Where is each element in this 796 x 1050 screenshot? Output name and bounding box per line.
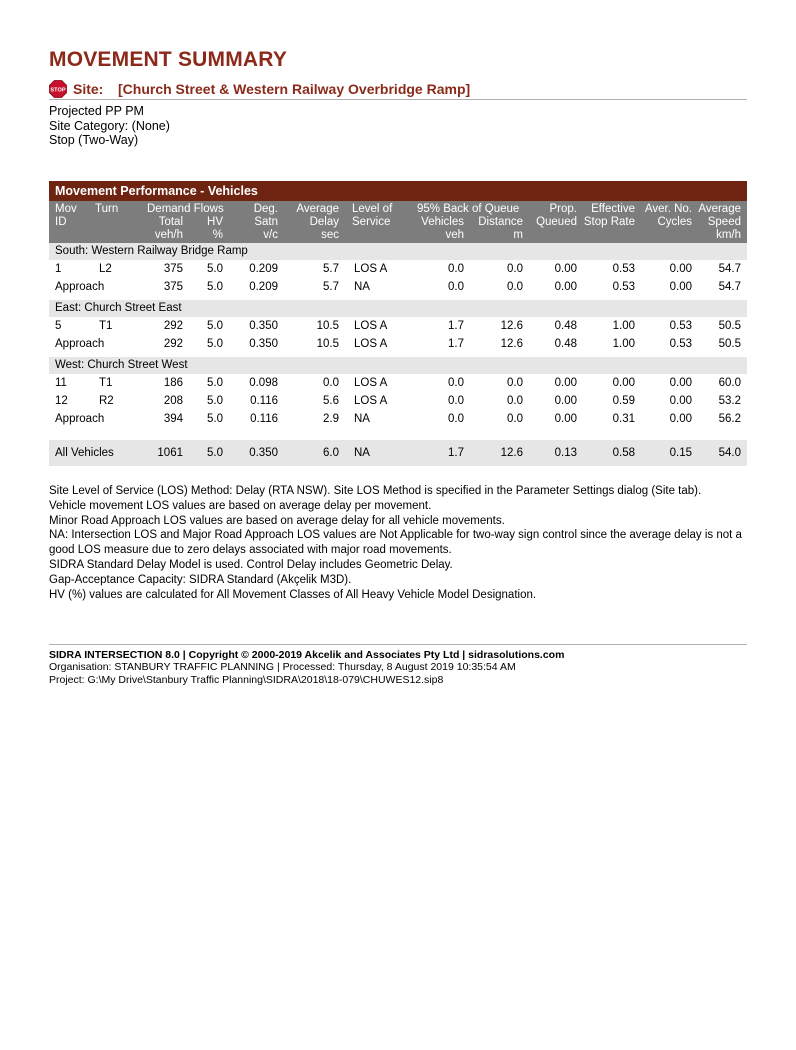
cell-hv: 5.0 <box>207 320 223 332</box>
cell-dist: 0.0 <box>507 263 523 275</box>
cell-dist: 0.0 <box>507 281 523 293</box>
cell-delay: 5.7 <box>323 281 339 293</box>
cell-satn: 0.209 <box>249 281 278 293</box>
stop-sign-text: STOP <box>50 87 66 94</box>
cell-prop: 0.00 <box>554 263 577 275</box>
page-title: MOVEMENT SUMMARY <box>49 48 288 71</box>
cell-delay: 6.0 <box>323 447 339 459</box>
cell-satn: 0.350 <box>249 320 278 332</box>
cell-veh: 0.0 <box>448 395 464 407</box>
cell-cycles: 0.53 <box>669 338 692 350</box>
movement-turn: L2 <box>99 263 112 275</box>
movement-turn: T1 <box>99 320 113 332</box>
header-los: Level of Service <box>352 203 393 228</box>
table-row <box>49 260 747 278</box>
cell-veh: 0.0 <box>448 413 464 425</box>
table-row <box>49 392 747 410</box>
row-label: Approach <box>55 413 105 425</box>
cell-delay: 10.5 <box>316 320 339 332</box>
header-demand-flows: Demand Flows <box>147 203 224 215</box>
cell-satn: 0.350 <box>249 338 278 350</box>
stop-sign-icon <box>49 80 67 98</box>
table-body <box>49 243 747 466</box>
cell-eff: 0.31 <box>612 413 635 425</box>
note: Vehicle movement LOS values are based on average delay per movement. <box>49 499 432 512</box>
cell-cycles: 0.15 <box>669 447 692 459</box>
footer-project: Project: G:\My Drive\Stanbury Traffic Planning\SIDRA\2018\18-079\CHUWES12.sip8 <box>49 673 444 686</box>
cell-total: 292 <box>163 338 183 350</box>
cell-cycles: 0.00 <box>669 377 692 389</box>
cell-speed: 50.5 <box>718 320 741 332</box>
cell-prop: 0.48 <box>554 338 577 350</box>
cell-veh: 1.7 <box>448 320 464 332</box>
cell-satn: 0.116 <box>250 413 278 425</box>
header-turn: Turn <box>95 203 119 215</box>
footer-organisation: Organisation: STANBURY TRAFFIC PLANNING | Processed: Thursday, 8 August 2019 10:35:54 AM <box>49 661 516 674</box>
cell-speed: 50.5 <box>718 338 741 350</box>
cell-total: 186 <box>163 377 183 389</box>
cell-prop: 0.00 <box>554 413 577 425</box>
note: SIDRA Standard Delay Model is used. Control Delay includes Geometric Delay. <box>49 558 453 571</box>
movement-turn: T1 <box>99 377 113 389</box>
cell-los: LOS A <box>354 263 388 275</box>
movement-id: 11 <box>55 377 67 389</box>
cell-los: LOS A <box>354 395 388 407</box>
cell-dist: 12.6 <box>500 447 523 459</box>
header-deg-satn: Deg. Satn v/c <box>253 203 278 241</box>
header-back-of-queue: 95% Back of Queue <box>417 203 520 215</box>
cell-los: LOS A <box>354 338 388 350</box>
meta-line: Site Category: (None) <box>49 118 170 133</box>
cell-total: 375 <box>163 263 183 275</box>
note: Site Level of Service (LOS) Method: Delay (RTA NSW). Site LOS Method is specified in the Parameter Settings dialog (Site tab). <box>49 485 702 497</box>
cell-prop: 0.48 <box>554 320 577 332</box>
meta-line: Projected PP PM <box>49 104 144 118</box>
cell-los: LOS A <box>354 377 388 389</box>
cell-cycles: 0.00 <box>669 281 692 293</box>
cell-cycles: 0.53 <box>669 320 692 332</box>
note: HV (%) values are calculated for All Movement Classes of All Heavy Vehicle Model Designation. <box>49 588 537 601</box>
cell-hv: 5.0 <box>207 338 223 350</box>
row-spacer <box>49 432 747 440</box>
cell-veh: 0.0 <box>448 377 464 389</box>
cell-los: NA <box>354 413 370 425</box>
cell-dist: 0.0 <box>507 377 523 389</box>
section-header <box>49 300 747 317</box>
cell-total: 1061 <box>157 447 183 459</box>
table-row <box>49 374 747 392</box>
section-header <box>49 357 747 374</box>
movement-turn: R2 <box>99 395 114 407</box>
approach-row <box>49 440 747 466</box>
cell-eff: 0.59 <box>612 395 635 407</box>
cell-dist: 0.0 <box>507 413 523 425</box>
cell-hv: 5.0 <box>207 395 223 407</box>
cell-satn: 0.116 <box>250 395 278 407</box>
cell-eff: 0.00 <box>612 377 635 389</box>
header-avg-delay: Average Delay sec <box>296 203 339 241</box>
row-label: Approach <box>55 281 105 293</box>
cell-satn: 0.098 <box>249 377 278 389</box>
note: Gap-Acceptance Capacity: SIDRA Standard (Akçelik M3D). <box>49 573 352 586</box>
header-queue-distance: Distance m <box>478 216 523 241</box>
cell-speed: 54.0 <box>718 447 741 459</box>
cell-dist: 12.6 <box>500 338 523 350</box>
cell-los: NA <box>354 281 370 293</box>
cell-speed: 60.0 <box>718 377 741 389</box>
cell-prop: 0.00 <box>554 281 577 293</box>
header-mov: Mov ID <box>55 203 77 228</box>
cell-speed: 53.2 <box>718 395 741 407</box>
cell-eff: 0.53 <box>612 281 635 293</box>
cell-total: 394 <box>163 413 183 425</box>
cell-hv: 5.0 <box>207 413 223 425</box>
cell-prop: 0.13 <box>554 447 577 459</box>
note: Minor Road Approach LOS values are based on average delay for all vehicle movements. <box>49 514 505 527</box>
cell-total: 375 <box>163 281 183 293</box>
header-hv: HV % <box>207 216 223 241</box>
cell-eff: 1.00 <box>612 320 635 332</box>
approach-row <box>49 335 747 353</box>
section-name: East: Church Street East <box>55 302 182 314</box>
cell-hv: 5.0 <box>207 447 223 459</box>
movement-id: 12 <box>55 395 68 407</box>
footer-divider <box>49 644 747 645</box>
cell-speed: 54.7 <box>718 281 741 293</box>
section-name: South: Western Railway Bridge Ramp <box>55 245 248 257</box>
cell-prop: 0.00 <box>554 395 577 407</box>
cell-satn: 0.350 <box>249 447 278 459</box>
table-row <box>49 317 747 335</box>
header-aver-cycles: Aver. No. Cycles <box>644 203 692 228</box>
notes <box>49 484 749 602</box>
cell-veh: 1.7 <box>448 338 464 350</box>
header-prop-queued: Prop. Queued <box>536 203 577 228</box>
cell-dist: 0.0 <box>507 395 523 407</box>
header-effective-stop-rate: Effective Stop Rate <box>583 203 635 228</box>
cell-speed: 54.7 <box>718 263 741 275</box>
cell-veh: 0.0 <box>448 281 464 293</box>
cell-cycles: 0.00 <box>669 395 692 407</box>
header-queue-vehicles: Vehicles veh <box>421 216 464 241</box>
row-label: Approach <box>55 338 105 350</box>
cell-eff: 0.58 <box>612 447 635 459</box>
site-name: [Church Street & Western Railway Overbridge Ramp] <box>118 81 471 97</box>
table-title: Movement Performance - Vehicles <box>49 181 747 201</box>
cell-veh: 0.0 <box>448 263 464 275</box>
note: NA: Intersection LOS and Major Road Approach LOS values are Not Applicable for two-way sign control since the average delay is not a good LOS measure due to zero delays associated with major road movements. <box>49 529 742 557</box>
movement-id: 5 <box>55 320 62 332</box>
cell-veh: 1.7 <box>448 447 464 459</box>
cell-delay: 10.5 <box>316 338 339 350</box>
cell-los: NA <box>354 447 370 459</box>
footer <box>49 649 564 686</box>
site-label: Site: <box>73 81 104 97</box>
cell-eff: 0.53 <box>612 263 635 275</box>
cell-dist: 12.6 <box>500 320 523 332</box>
row-label: All Vehicles <box>55 447 114 459</box>
cell-hv: 5.0 <box>207 281 223 293</box>
header-total: Total veh/h <box>154 216 183 241</box>
cell-prop: 0.00 <box>554 377 577 389</box>
site-meta <box>49 104 170 148</box>
site-line <box>49 80 747 100</box>
movement-table <box>49 181 747 466</box>
cell-speed: 56.2 <box>718 413 741 425</box>
approach-row <box>49 278 747 296</box>
cell-hv: 5.0 <box>207 263 223 275</box>
cell-delay: 2.9 <box>323 413 339 425</box>
cell-eff: 1.00 <box>612 338 635 350</box>
section-header <box>49 243 747 260</box>
cell-delay: 0.0 <box>323 377 339 389</box>
cell-hv: 5.0 <box>207 377 223 389</box>
cell-satn: 0.209 <box>249 263 278 275</box>
footer-copyright: SIDRA INTERSECTION 8.0 | Copyright © 2000-2019 Akcelik and Associates Pty Ltd | sidrasolutions.com <box>49 649 565 661</box>
movement-id: 1 <box>55 263 62 275</box>
approach-row <box>49 410 747 428</box>
cell-cycles: 0.00 <box>669 413 692 425</box>
section-name: West: Church Street West <box>55 359 188 371</box>
meta-line: Stop (Two-Way) <box>49 133 139 147</box>
cell-total: 208 <box>163 395 183 407</box>
cell-delay: 5.7 <box>323 263 339 275</box>
cell-cycles: 0.00 <box>669 263 692 275</box>
cell-los: LOS A <box>354 320 388 332</box>
cell-delay: 5.6 <box>323 395 339 407</box>
cell-total: 292 <box>163 320 183 332</box>
table-header <box>49 201 747 243</box>
header-avg-speed: Average Speed km/h <box>698 203 741 241</box>
